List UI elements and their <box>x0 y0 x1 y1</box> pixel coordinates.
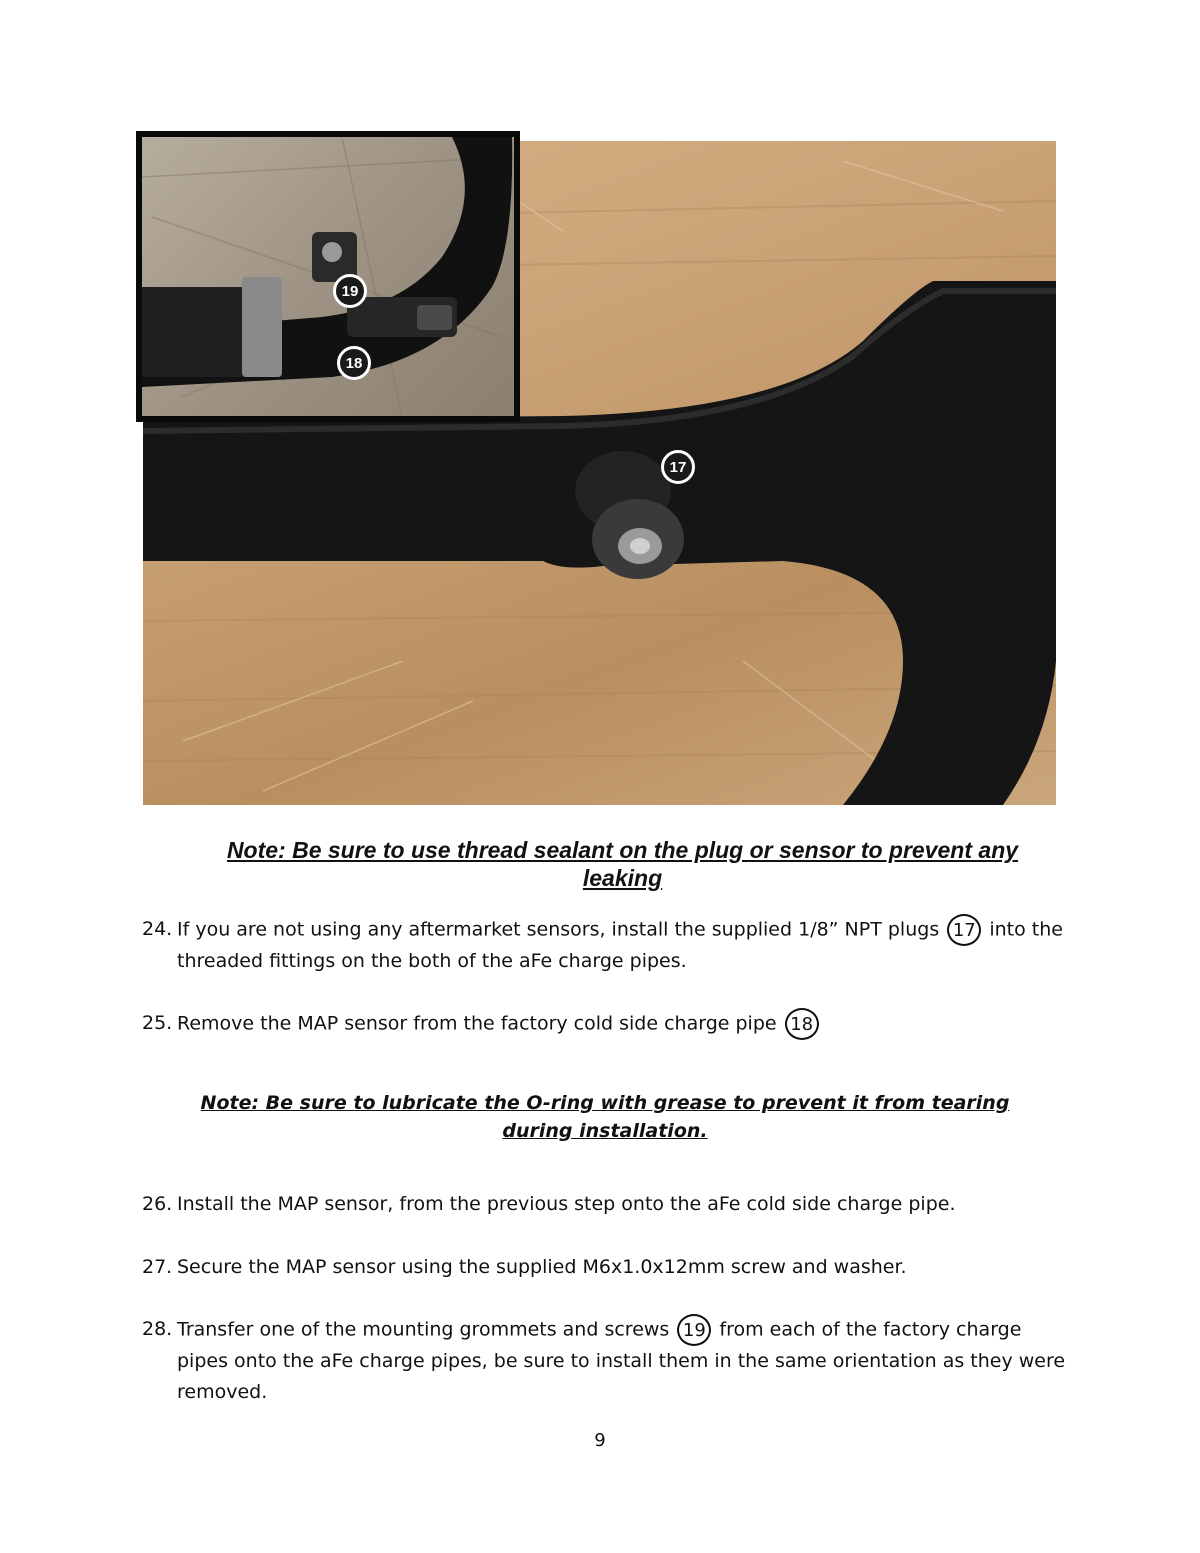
part-ref-18: 18 <box>785 1008 819 1040</box>
page-number: 9 <box>594 1430 606 1451</box>
step-24 <box>142 914 1072 977</box>
step-number: 25. <box>142 1012 173 1034</box>
part-ref-17: 17 <box>947 914 981 946</box>
step-number: 27. <box>142 1256 173 1278</box>
step-26 <box>142 1189 1072 1220</box>
note-thread-sealant: Note: Be sure to use thread sealant on the plug or sensor to prevent any leaking <box>226 837 1019 891</box>
callout-18: 18 <box>337 346 371 380</box>
step-28 <box>142 1314 1072 1408</box>
step-27 <box>142 1252 1072 1283</box>
step-text: Remove the MAP sensor from the factory cold side charge pipe <box>177 1012 777 1035</box>
step-text: from each of the factory charge pipes onto the aFe charge pipes, be sure to install them in the same orientation as they were removed. <box>177 1318 1066 1403</box>
step-text: If you are not using any aftermarket sensors, install the supplied 1/8” NPT plugs <box>177 918 940 941</box>
step-number: 24. <box>142 918 173 940</box>
step-number: 26. <box>142 1193 173 1215</box>
callout-17: 17 <box>661 450 695 484</box>
callout-19: 19 <box>333 274 367 308</box>
part-ref-19: 19 <box>677 1314 711 1346</box>
map-sensor-inset <box>136 131 520 422</box>
note-lubricate-oring: Note: Be sure to lubricate the O-ring with grease to prevent it from tearing during installation. <box>200 1092 1010 1142</box>
step-text: Secure the MAP sensor using the supplied M6x1.0x12mm screw and washer. <box>177 1256 907 1278</box>
step-25 <box>142 1008 1072 1040</box>
step-text: Transfer one of the mounting grommets and screws <box>177 1318 670 1341</box>
step-text: Install the MAP sensor, from the previous step onto the aFe cold side charge pipe. <box>177 1193 956 1215</box>
step-text: into the threaded fittings on the both of the aFe charge pipes. <box>177 918 1063 972</box>
step-number: 28. <box>142 1318 173 1340</box>
